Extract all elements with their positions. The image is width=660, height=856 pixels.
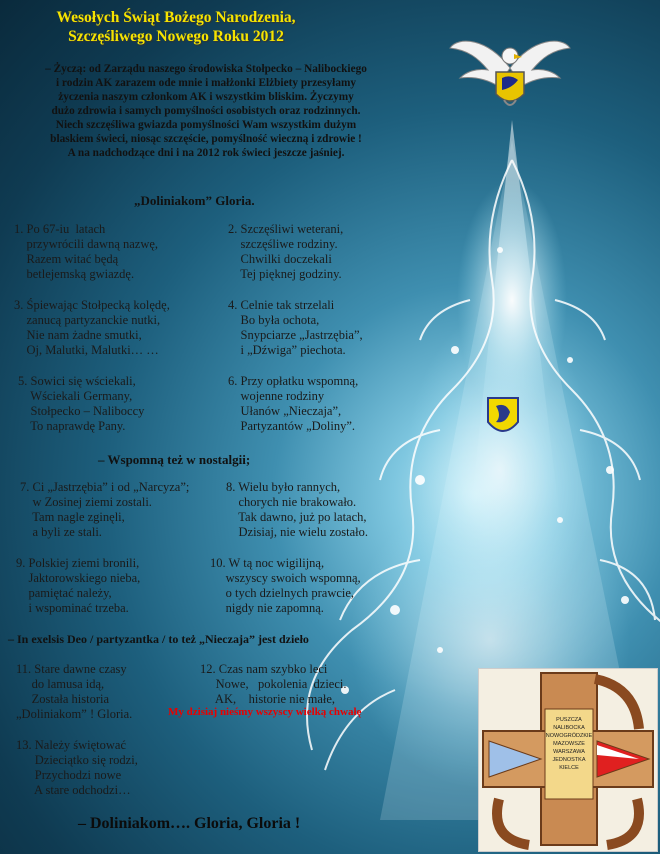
emblem-text: KIELCE [559, 765, 579, 771]
red-glory-line: My dzisiaj nieśmy wszyscy wielką chwałę [168, 706, 362, 718]
verse-4: 4. Celnie tak strzelali Bo była ochota, Snypciarze „Jastrzębia”, i „Dźwiga” piechota. [228, 298, 363, 357]
verse-1: 1. Po 67-iu latach przywrócili dawną nazwę, Razem witać będą betlejemską gwiazdę. [14, 222, 159, 281]
emblem-text: WARSZAWA [553, 749, 585, 755]
emblem-text: MAZOWSZE [553, 741, 585, 747]
greeting-title [36, 8, 316, 46]
intro-line: i rodzin AK zarazem ode mnie i małżonki Elżbiety przesyłamy [55, 77, 357, 89]
shield-badge-icon [486, 396, 520, 440]
emblem-text: PUSZCZA [556, 717, 582, 723]
verse-2: 2. Szczęśliwi weterani, szczęśliwe rodziny. Chwilki doczekali Tej pięknej godziny. [228, 222, 344, 281]
verse-8: 8. Wielu było rannych, chorych nie brakowało. Tak dawno, już po latach, Dzisiaj, nie wielu zostało. [226, 480, 368, 539]
verse-13: 13. Należy świętować Dzieciątko się rodzi, Przychodzi nowe A stare odchodzi… [16, 738, 138, 797]
verse-5: 5. Sowici się wściekali, Wściekali Germany, Stołpecko – Naliboccy To naprawdę Pany. [18, 374, 145, 433]
verse-9: 9. Polskiej ziemi bronili, Jaktorowskiego nieba, pamiętać należy, i wspominać trzeba. [16, 556, 141, 615]
verse-11: 11. Stare dawne czasy do lamusa idą, Została historia „Doliniakom” ! Gloria. [16, 662, 133, 721]
intro-line: Niech szczęśliwa gwiazda pomyślności Wam wszystkim dużym [55, 119, 357, 131]
title-line-2: Szczęśliwego Nowego Roku 2012 [68, 28, 284, 45]
memory-heading: – Wspomną też w nostalgii; [98, 452, 251, 467]
emblem-text: JEDNOSTKA [552, 757, 586, 763]
emblem-text: NALIBOCKA [553, 725, 585, 731]
verse-7: 7. Ci „Jastrzębia” i od „Narcyza”; w Zosinej ziemi zostali. Tam nagle zginęli, a byli ze stali. [20, 480, 190, 539]
intro-line: A na nadchodzące dni i na 2012 rok świeci jeszcze jaśniej. [67, 147, 345, 159]
verse-6: 6. Przy opłatku wspomną, wojenne rodziny Ułanów „Nieczaja”, Partyzantów „Doliny”. [228, 374, 359, 433]
partisan-cross-emblem [478, 668, 658, 852]
verse-12: 12. Czas nam szybko leci Nowe, pokolenia dzieci. AK, historie nie małe, [200, 662, 347, 706]
intro-line: życzenia naszym członkom AK i wszystkim bliskim. Życzymy [58, 91, 354, 103]
emblem-text: NOWOGRÓDZKIE [545, 733, 593, 739]
title-line-1: Wesołych Świąt Bożego Narodzenia, [56, 9, 296, 26]
anchor-cross-icon [479, 669, 657, 851]
verse-10: 10. W tą noc wigilijną, wszyscy swoich wspomną, o tych dzielnych prawcie, nigdy nie zapomną. [210, 556, 361, 615]
intro-wishes [6, 62, 406, 160]
intro-line: blaskiem świeci, niosąc szczęście, pomyślność wieczną i zdrowie ! [50, 133, 362, 145]
verse-3: 3. Śpiewając Stołpecką kolędę, zanucą partyzanckie nutki, Nie nam żadne smutki, Oj, Malutki, Malutki… … [14, 298, 170, 357]
eagle-emblem-icon [448, 28, 572, 124]
final-gloria-line: – Doliniakom…. Gloria, Gloria ! [78, 815, 301, 832]
gloria-heading: – In exelsis Deo / partyzantka / to też „Nieczaja” jest dzieło [8, 632, 309, 646]
song-title: „Doliniakom” Gloria. [134, 193, 255, 208]
intro-line: dużo zdrowia i samych pomyślności osobistych oraz rodzinnych. [51, 105, 361, 117]
intro-line: – Życzą: od Zarządu naszego środowiska Stołpecko – Nalibockiego [45, 63, 367, 75]
